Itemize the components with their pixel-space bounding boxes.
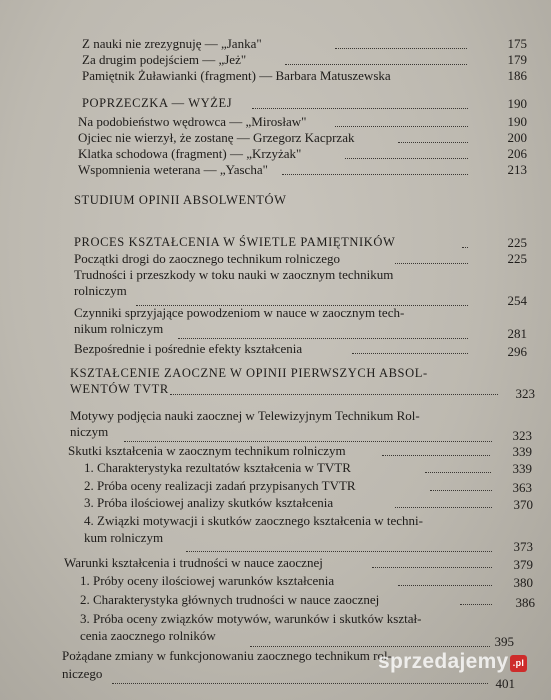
page-number: 190: [507, 114, 527, 129]
toc-entry: Pożądane zmiany w funkcjonowaniu zaocznego technikum rol-: [62, 648, 392, 663]
page-number: 339: [512, 444, 532, 459]
leader-dots: [282, 173, 468, 175]
page-number: 179: [507, 52, 527, 67]
leader-dots: [250, 645, 490, 647]
page-number: 254: [507, 293, 527, 308]
section-heading-continuation: WENTÓW TVTR: [70, 382, 169, 396]
toc-entry: Warunki kształcenia i trudności w nauce zaocznej: [64, 555, 323, 570]
page-number: 379: [513, 557, 533, 572]
page-number: 386: [515, 595, 535, 610]
section-heading: KSZTAŁCENIE ZAOCZNE W OPINII PIERWSZYCH ABSOL-: [70, 366, 428, 380]
leader-dots: [124, 440, 492, 442]
watermark-badge: .pl: [510, 655, 527, 672]
page-number: 370: [513, 497, 533, 512]
watermark-text: sprzedajemy: [378, 650, 509, 673]
toc-entry: Pamiętnik Żuławianki (fragment) — Barbara Matuszewska: [82, 68, 391, 83]
section-heading: POPRZECZKA — WYŻEJ: [82, 96, 233, 110]
toc-entry: Wspomnienia weterana — „Yascha": [78, 162, 268, 177]
leader-dots: [285, 63, 467, 65]
leader-dots: [382, 454, 490, 456]
page-number: 373: [513, 539, 533, 554]
toc-entry: Początki drogi do zaocznego technikum rolniczego: [74, 251, 341, 266]
toc-entry: Skutki kształcenia w zaocznym technikum rolniczym: [68, 443, 346, 458]
leader-dots: [252, 107, 468, 109]
toc-entry: Trudności i przeszkody w toku nauki w zaocznym technikum: [74, 267, 394, 282]
toc-entry: Na podobieństwo wędrowca — „Mirosław": [78, 114, 307, 129]
leader-dots: [345, 157, 468, 159]
page-number: 225: [507, 251, 527, 266]
page-number: 281: [507, 326, 527, 341]
page-number: 363: [512, 480, 532, 495]
toc-entry: Z nauki nie zrezygnuję — „Janka": [82, 36, 262, 51]
page-number: 175: [507, 36, 527, 51]
section-heading: PROCES KSZTAŁCENIA W ŚWIETLE PAMIĘTNIKÓW: [74, 235, 396, 249]
part-heading: STUDIUM OPINII ABSOLWENTÓW: [74, 193, 287, 207]
toc-subentry: 1. Charakterystyka rezultatów kształcenia w TVTR: [84, 460, 351, 475]
leader-dots: [395, 262, 468, 264]
page-number: 380: [513, 575, 533, 590]
leader-dots: [372, 566, 492, 568]
leader-dots: [352, 352, 468, 354]
toc-entry: Motywy podjęcia nauki zaocznej w Telewizyjnym Technikum Rol-: [70, 408, 420, 423]
leader-dots: [398, 141, 468, 143]
page-number: 395: [494, 634, 514, 649]
page-number: 323: [512, 428, 532, 443]
toc-entry: Ojciec nie wierzył, że zostanę — Grzegorz Kacprzak: [78, 130, 355, 145]
toc-entry: Za drugim podejściem — „Jeż": [82, 52, 247, 67]
leader-dots: [462, 246, 468, 248]
leader-dots: [335, 47, 467, 49]
watermark-logo: [378, 650, 548, 686]
leader-dots: [398, 584, 492, 586]
toc-subentry: 1. Próby oceny ilościowej warunków kształcenia: [80, 573, 335, 588]
leader-dots: [425, 471, 491, 473]
toc-subentry-continuation: kum rolniczym: [84, 530, 164, 545]
leader-dots: [430, 489, 492, 491]
page-number: 206: [507, 146, 527, 161]
toc-subentry: 2. Próba oceny realizacji zadań przypisanych TVTR: [84, 478, 356, 493]
leader-dots: [460, 603, 492, 605]
toc-entry: Klatka schodowa (fragment) — „Krzyżak": [78, 146, 302, 161]
toc-entry: Bezpośrednie i pośrednie efekty kształcenia: [74, 341, 303, 356]
leader-dots: [186, 550, 492, 552]
toc-entry: Czynniki sprzyjające powodzeniom w nauce w zaocznym tech-: [74, 305, 405, 320]
toc-entry-continuation: nikum rolniczym: [74, 321, 164, 336]
page-number: 186: [507, 68, 527, 83]
toc-entry-continuation: rolniczym: [74, 283, 127, 298]
toc-subentry: 3. Próba oceny związków motywów, warunków i skutków kształ-: [80, 611, 422, 626]
page-number: 401: [495, 676, 515, 691]
page-number: 213: [507, 162, 527, 177]
page-number: 339: [512, 461, 532, 476]
toc-subentry: 2. Charakterystyka głównych trudności w nauce zaocznej: [80, 592, 380, 607]
toc-subentry-continuation: cenia zaocznego rolników: [80, 628, 216, 643]
toc-entry-continuation: niczego: [62, 666, 103, 681]
page-number: 200: [507, 130, 527, 145]
page-number: 190: [507, 96, 527, 111]
leader-dots: [335, 125, 468, 127]
toc-subentry: 3. Próba ilościowej analizy skutków kształcenia: [84, 495, 334, 510]
page-number: 225: [507, 235, 527, 250]
leader-dots: [170, 393, 498, 395]
leader-dots: [395, 506, 492, 508]
page-number: 296: [507, 344, 527, 359]
toc-entry-continuation: niczym: [70, 424, 109, 439]
page-number: 323: [515, 386, 535, 401]
leader-dots: [178, 337, 468, 339]
toc-subentry: 4. Związki motywacji i skutków zaocznego kształcenia w techni-: [84, 513, 423, 528]
